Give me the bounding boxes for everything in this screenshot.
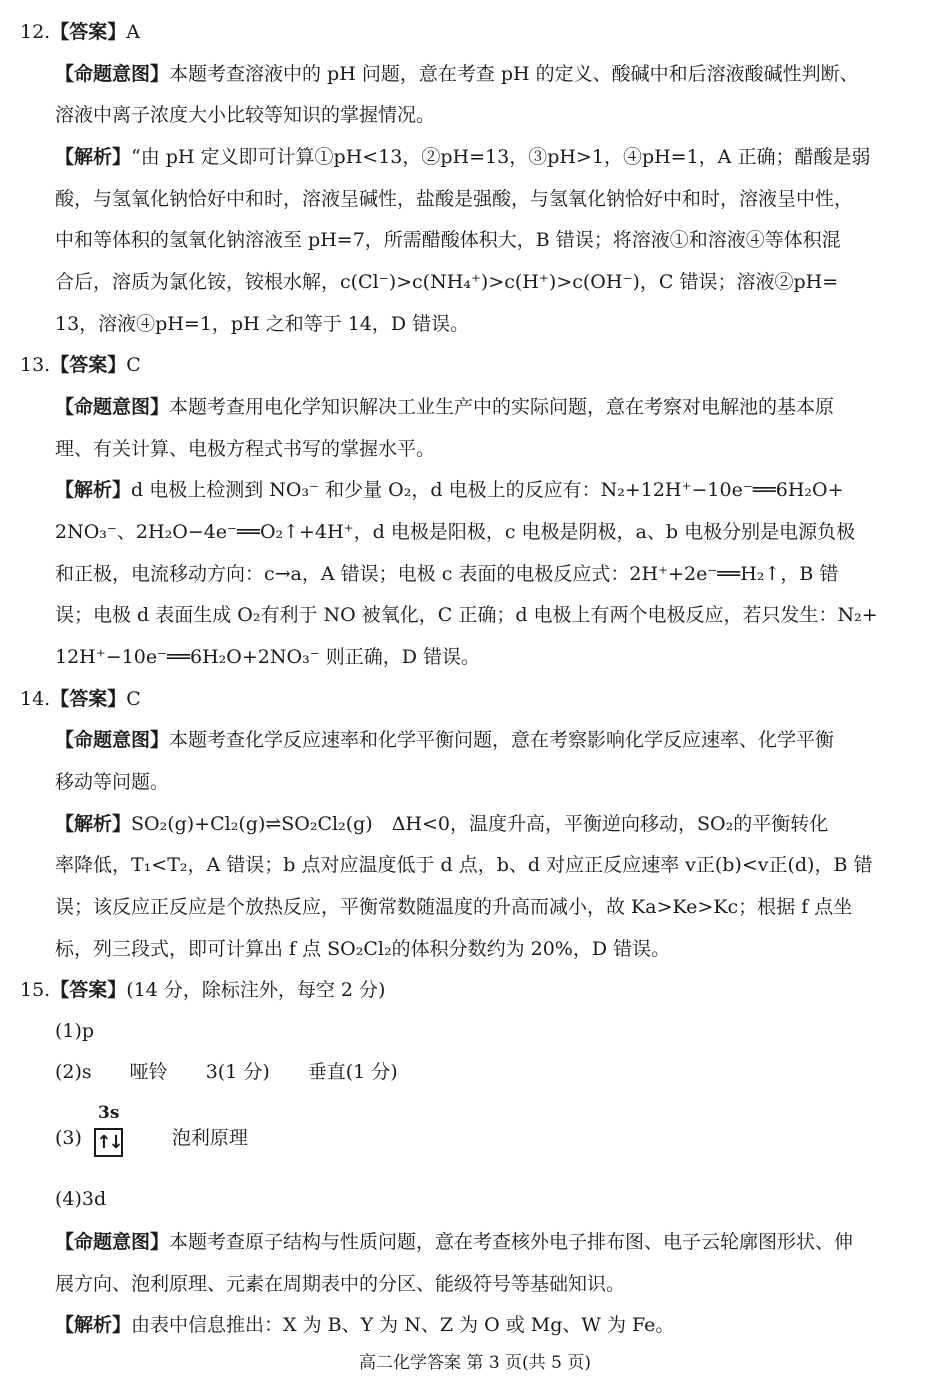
q15-intent-tag: 【命题意图】 — [55, 1231, 170, 1253]
q12-analysis-line-3: 中和等体积的氢氧化钠溶液至 pH=7，所需醋酸体积大，B 错误；将溶液①和溶液④等体积混 — [55, 229, 841, 251]
q15-part-1: (1)p — [55, 1020, 95, 1042]
q15-part-2-c: 3(1 分) — [205, 1061, 270, 1083]
q15-analysis-tag: 【解析】 — [55, 1314, 132, 1336]
q14-analysis-line-2: 率降低，T₁<T₂，A 错误；b 点对应温度低于 d 点，b、d 对应正反应速率 v正(b)<v正(d)，B 错 — [55, 854, 873, 876]
q15-part-2-d: 垂直(1 分) — [307, 1061, 398, 1083]
q12-analysis-line-4: 合后，溶质为氯化铵，铵根水解，c(Cl⁻)>c(NH₄⁺)>c(H⁺)>c(OH⁻)，C 错误；溶液②pH= — [55, 271, 839, 293]
q13-number: 13. — [20, 354, 51, 376]
q12-analysis-line-2: 酸，与氢氧化钠恰好中和时，溶液呈碱性，盐酸是强酸，与氢氧化钠恰好中和时，溶液呈中性， — [55, 188, 854, 210]
q14-analysis-1: SO₂(g)+Cl₂(g)⇌SO₂Cl₂(g) ΔH<0，温度升高，平衡逆向移动，SO₂的平衡转化 — [131, 813, 829, 835]
q15-part-3 — [0, 1125, 950, 1151]
q13-intent-1: 本题考查用电化学知识解决工业生产中的实际问题，意在考察对电解池的基本原 — [169, 396, 835, 418]
q13-analysis-line-1 — [0, 477, 950, 503]
q12-answer: A — [126, 21, 140, 43]
q15-analysis-1: 由表中信息推出：X 为 B、Y 为 N、Z 为 O 或 Mg、W 为 Fe。 — [131, 1314, 675, 1336]
q15-part-4: (4)3d — [55, 1188, 107, 1210]
q13-analysis-line-2: 2NO₃⁻、2H₂O−4e⁻══O₂↑+4H⁺，d 电极是阳极，c 电极是阴极，a、b 电极分别是电源负极 — [55, 521, 856, 543]
q13-intent-line-2: 理、有关计算、电极方程式书写的掌握水平。 — [55, 438, 436, 460]
q15-answer-note: (14 分，除标注外，每空 2 分) — [126, 979, 386, 1001]
q12-intent-line-1 — [0, 61, 950, 87]
q13-intent-tag: 【命题意图】 — [55, 396, 170, 418]
q12-intent-1: 本题考查溶液中的 pH 问题，意在考查 pH 的定义、酸碱中和后溶液酸碱性判断、 — [169, 63, 859, 85]
q15-number: 15. — [20, 979, 51, 1001]
q15-intent-line-2: 展方向、泡利原理、元素在周期表中的分区、能级符号等基础知识。 — [55, 1273, 626, 1295]
q12-answer-line — [0, 19, 950, 45]
q14-answer: C — [126, 688, 141, 710]
q15-part-2-a: (2)s — [55, 1061, 92, 1083]
q15-intent-1: 本题考查原子结构与性质问题，意在考查核外电子排布图、电子云轮廓图形状、伸 — [169, 1231, 854, 1253]
q13-answer-line — [0, 352, 950, 378]
q12-analysis-line-1 — [0, 144, 950, 170]
q14-number: 14. — [20, 688, 51, 710]
orbital-3s-label: 3s — [98, 1103, 120, 1123]
q15-analysis-line-1 — [0, 1312, 950, 1338]
q14-analysis-line-4: 标，列三段式，即可计算出 f 点 SO₂Cl₂的体积分数约为 20%，D 错误。 — [55, 938, 671, 960]
q13-analysis-line-3: 和正极，电流移动方向：c→a，A 错误；电极 c 表面的电极反应式：2H⁺+2e⁻══H₂↑，B 错 — [55, 563, 839, 585]
q15-answer-tag: 【答案】 — [50, 979, 127, 1001]
q14-answer-tag: 【答案】 — [50, 688, 127, 710]
q15-answer-line — [0, 977, 950, 1003]
q14-intent-tag: 【命题意图】 — [55, 729, 170, 751]
q12-intent-tag: 【命题意图】 — [55, 63, 170, 85]
q12-intent-line-2: 溶液中离子浓度大小比较等知识的掌握情况。 — [55, 104, 436, 126]
q14-answer-line — [0, 686, 950, 712]
q14-analysis-tag: 【解析】 — [55, 813, 132, 835]
q15-part-2 — [0, 1059, 950, 1085]
q12-answer-tag: 【答案】 — [50, 21, 127, 43]
q15-part-2-b: 哑铃 — [129, 1061, 168, 1083]
q14-intent-1: 本题考查化学反应速率和化学平衡问题，意在考察影响化学反应速率、化学平衡 — [169, 729, 835, 751]
q12-number: 12. — [20, 21, 51, 43]
q14-analysis-line-1 — [0, 811, 950, 837]
q13-analysis-line-4: 误；电极 d 表面生成 O₂有利于 NO 被氧化，C 正确；d 电极上有两个电极反应，若只发生：N₂+ — [55, 604, 878, 626]
q13-intent-line-1 — [0, 394, 950, 420]
q14-intent-line-2: 移动等问题。 — [55, 771, 170, 793]
q13-analysis-tag: 【解析】 — [55, 479, 132, 501]
q14-intent-line-1 — [0, 727, 950, 753]
q14-analysis-line-3: 误；该反应正反应是个放热反应，平衡常数随温度的升高而减小，故 Ka>Ke>Kc；根据 f 点坐 — [55, 896, 853, 918]
q12-analysis-tag: 【解析】 — [55, 146, 132, 168]
q13-analysis-line-5: 12H⁺−10e⁻══6H₂O+2NO₃⁻ 则正确，D 错误。 — [55, 646, 481, 668]
page-footer: 高二化学答案 第 3 页(共 5 页) — [359, 1353, 591, 1373]
q12-analysis-line-5: 13，溶液④pH=1，pH 之和等于 14，D 错误。 — [55, 313, 470, 335]
q15-part-3-num: (3) — [55, 1127, 82, 1149]
q12-analysis-1: “由 pH 定义即可计算①pH<13，②pH=13，③pH>1，④pH=1，A 正确；醋酸是弱 — [131, 146, 871, 168]
q13-analysis-1: d 电极上检测到 NO₃⁻ 和少量 O₂，d 电极上的反应有：N₂+12H⁺−10e⁻══6H₂O+ — [131, 479, 844, 501]
q15-intent-line-1 — [0, 1229, 950, 1255]
q15-part-3-text: 泡利原理 — [171, 1127, 248, 1149]
q13-answer-tag: 【答案】 — [50, 354, 127, 376]
q13-answer: C — [126, 354, 141, 376]
orbital-box-arrows: ↑↓ — [94, 1128, 123, 1157]
